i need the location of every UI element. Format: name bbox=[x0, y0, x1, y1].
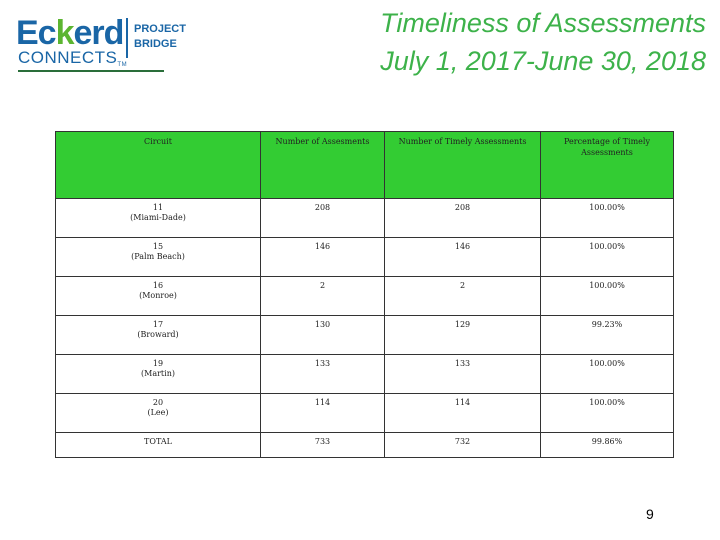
title-line-2: July 1, 2017-June 30, 2018 bbox=[380, 46, 706, 76]
percent-cell: 100.00% bbox=[541, 277, 674, 316]
circuit-cell: 16 (Monroe) bbox=[56, 277, 261, 316]
total-assessments: 733 bbox=[261, 433, 385, 458]
timely-cell: 2 bbox=[385, 277, 541, 316]
circuit-cell: 19 (Martin) bbox=[56, 355, 261, 394]
circuit-cell: 11 (Miami-Dade) bbox=[56, 199, 261, 238]
logo-connects: CONNECTSTM bbox=[18, 48, 128, 68]
logo-project-bridge: PROJECT BRIDGE bbox=[134, 23, 186, 50]
timely-cell: 146 bbox=[385, 238, 541, 277]
table-header-row bbox=[56, 132, 674, 199]
header-number-of-assessments: Number of Assesments bbox=[261, 132, 385, 199]
circuit-cell: 15 (Palm Beach) bbox=[56, 238, 261, 277]
circuit-cell: 17 (Broward) bbox=[56, 316, 261, 355]
percent-cell: 100.00% bbox=[541, 355, 674, 394]
assessments-cell: 208 bbox=[261, 199, 385, 238]
assessments-cell: 130 bbox=[261, 316, 385, 355]
slide-title bbox=[286, 4, 706, 80]
logo-underline bbox=[18, 70, 164, 72]
assessments-table bbox=[55, 131, 674, 458]
logo-wordmark: Eckerd bbox=[16, 14, 124, 52]
table-row bbox=[56, 199, 674, 238]
table-total-row bbox=[56, 433, 674, 458]
timely-cell: 114 bbox=[385, 394, 541, 433]
table-row bbox=[56, 277, 674, 316]
table-row bbox=[56, 316, 674, 355]
percent-cell: 100.00% bbox=[541, 199, 674, 238]
percent-cell: 99.23% bbox=[541, 316, 674, 355]
header-percentage-timely: Percentage of Timely Assessments bbox=[541, 132, 674, 199]
table-row bbox=[56, 355, 674, 394]
title-line-1: Timeliness of Assessments bbox=[380, 8, 706, 38]
timely-cell: 133 bbox=[385, 355, 541, 394]
timely-cell: 129 bbox=[385, 316, 541, 355]
assessments-cell: 2 bbox=[261, 277, 385, 316]
circuit-cell: 20 (Lee) bbox=[56, 394, 261, 433]
eckerd-connects-logo bbox=[14, 8, 194, 74]
logo-divider bbox=[126, 18, 128, 58]
total-timely: 732 bbox=[385, 433, 541, 458]
total-label: TOTAL bbox=[56, 433, 261, 458]
page-number: 9 bbox=[646, 506, 654, 522]
assessments-cell: 114 bbox=[261, 394, 385, 433]
total-percent: 99.86% bbox=[541, 433, 674, 458]
timely-cell: 208 bbox=[385, 199, 541, 238]
table-row bbox=[56, 394, 674, 433]
header-number-of-timely: Number of Timely Assessments bbox=[385, 132, 541, 199]
assessments-cell: 146 bbox=[261, 238, 385, 277]
table-row bbox=[56, 238, 674, 277]
assessments-cell: 133 bbox=[261, 355, 385, 394]
header-circuit: Circuit bbox=[56, 132, 261, 199]
percent-cell: 100.00% bbox=[541, 238, 674, 277]
percent-cell: 100.00% bbox=[541, 394, 674, 433]
